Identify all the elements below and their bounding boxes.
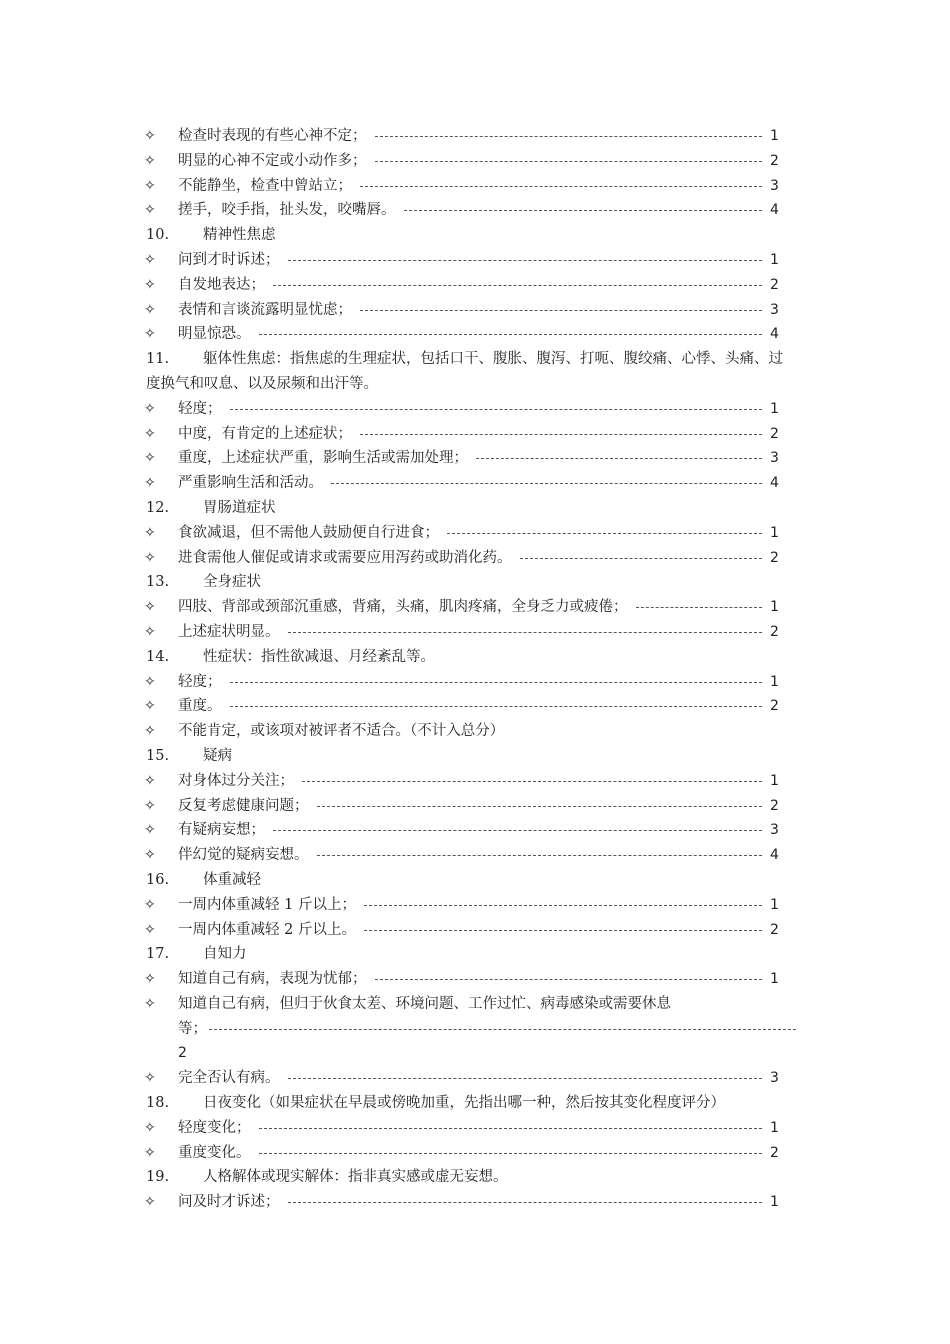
dash-leader <box>302 781 762 782</box>
dash-leader <box>317 806 763 807</box>
section-heading <box>0 744 950 769</box>
dash-leader <box>364 930 762 931</box>
option-score: 3 <box>770 301 779 318</box>
diamond-bullet-icon: ✧ <box>144 202 156 219</box>
dash-leader <box>288 260 763 261</box>
option-text: 四肢、背部或颈部沉重感，背痛，头痛，肌肉疼痛，全身乏力或疲倦； <box>178 599 628 616</box>
diamond-bullet-icon: ✧ <box>144 723 156 740</box>
option-line <box>0 471 950 496</box>
item-number: 15. <box>146 747 170 764</box>
section-heading <box>0 1165 950 1190</box>
dash-leader <box>259 334 763 335</box>
option-text-continued: 等； <box>178 1020 207 1037</box>
option-score: 2 <box>770 425 779 442</box>
option-line <box>0 1141 950 1166</box>
diamond-bullet-icon: ✧ <box>144 921 156 938</box>
diamond-bullet-icon: ✧ <box>144 797 156 814</box>
option-score: 1 <box>770 772 779 789</box>
option-text: 严重影响生活和活动。 <box>178 475 323 492</box>
dash-leader <box>288 1202 763 1203</box>
option-text: 明显的心神不定或小动作多； <box>178 152 367 169</box>
option-score: 2 <box>770 698 779 715</box>
diamond-bullet-icon: ✧ <box>144 177 156 194</box>
dash-leader <box>230 682 763 683</box>
option-line <box>0 719 950 744</box>
diamond-bullet-icon: ✧ <box>144 152 156 169</box>
option-line <box>0 1066 950 1091</box>
option-text: 知道自己有病，但归于伙食太差、环境问题、工作过忙、病毒感染或需要休息 <box>178 995 671 1012</box>
option-score: 4 <box>770 202 779 219</box>
option-line <box>0 149 950 174</box>
option-line <box>0 397 950 422</box>
dash-leader <box>273 830 762 831</box>
dash-leader <box>288 1078 763 1079</box>
option-text: 轻度变化； <box>178 1119 251 1136</box>
dash-leader <box>404 210 763 211</box>
option-score: 1 <box>770 1194 779 1211</box>
option-score: 1 <box>770 896 779 913</box>
option-line <box>0 769 950 794</box>
item-title: 体重减轻 <box>203 871 261 888</box>
option-text: 表情和言谈流露明显忧虑； <box>178 301 352 318</box>
diamond-bullet-icon: ✧ <box>144 326 156 343</box>
dash-leader <box>331 483 762 484</box>
option-line <box>0 174 950 199</box>
item-title: 全身症状 <box>203 574 261 591</box>
section-heading <box>0 1091 950 1116</box>
diamond-bullet-icon: ✧ <box>144 822 156 839</box>
diamond-bullet-icon: ✧ <box>144 599 156 616</box>
option-line <box>0 1190 950 1215</box>
option-text: 检查时表现的有些心神不定； <box>178 128 367 144</box>
option-score: 2 <box>770 623 779 640</box>
section-heading <box>0 868 950 893</box>
option-line <box>0 1116 950 1141</box>
dash-leader <box>476 458 762 459</box>
dash-leader <box>375 979 763 980</box>
item-number: 18. <box>146 1095 170 1112</box>
option-text: 问及时才诉述； <box>178 1194 280 1211</box>
dash-leader <box>259 1153 763 1154</box>
option-line <box>0 322 950 347</box>
option-score: 4 <box>770 847 779 864</box>
item-number: 10. <box>146 227 170 244</box>
diamond-bullet-icon: ✧ <box>144 896 156 913</box>
option-text: 自发地表达； <box>178 276 265 293</box>
diamond-bullet-icon: ✧ <box>144 524 156 541</box>
item-title: 性症状：指性欲减退、月经紊乱等。 <box>203 648 435 665</box>
item-number: 14. <box>146 648 170 665</box>
section-heading <box>0 347 950 372</box>
option-score: 2 <box>770 276 779 293</box>
dash-leader <box>360 310 762 311</box>
option-line <box>0 818 950 843</box>
dash-leader <box>364 905 762 906</box>
option-score: 2 <box>770 797 779 814</box>
option-score: 2 <box>178 1045 187 1062</box>
dash-leader <box>259 1128 763 1129</box>
option-score: 3 <box>770 822 779 839</box>
dash-leader <box>230 706 763 707</box>
diamond-bullet-icon: ✧ <box>144 847 156 864</box>
dash-leader <box>375 136 763 137</box>
dash-leader <box>360 186 762 187</box>
option-line <box>0 992 950 1017</box>
option-line <box>0 794 950 819</box>
dash-leader <box>317 855 763 856</box>
diamond-bullet-icon: ✧ <box>144 971 156 988</box>
option-text: 重度。 <box>178 698 222 715</box>
option-score: 4 <box>770 475 779 492</box>
option-score: 1 <box>770 1119 779 1136</box>
dash-leader <box>288 632 763 633</box>
option-text: 明显惊恐。 <box>178 326 251 343</box>
option-text: 不能静坐，检查中曾站立； <box>178 177 352 194</box>
dash-leader <box>209 1029 796 1030</box>
option-text: 问到才时诉述； <box>178 251 280 268</box>
dash-leader <box>360 434 762 435</box>
option-line <box>0 967 950 992</box>
option-line <box>0 521 950 546</box>
item-title: 自知力 <box>203 946 247 963</box>
option-score: 4 <box>770 326 779 343</box>
continuation-line <box>0 372 950 397</box>
diamond-bullet-icon: ✧ <box>144 623 156 640</box>
diamond-bullet-icon: ✧ <box>144 673 156 690</box>
option-line <box>0 620 950 645</box>
item-number: 17. <box>146 946 170 963</box>
option-text: 完全否认有病。 <box>178 1070 280 1087</box>
section-heading <box>0 942 950 967</box>
option-text: 知道自己有病，表现为忧郁； <box>178 971 367 988</box>
item-title: 精神性焦虑 <box>203 227 276 244</box>
diamond-bullet-icon: ✧ <box>144 475 156 492</box>
option-text: 反复考虑健康问题； <box>178 797 309 814</box>
diamond-bullet-icon: ✧ <box>144 698 156 715</box>
option-score: 1 <box>770 400 779 417</box>
option-line <box>0 198 950 223</box>
option-text: 一周内体重减轻 1 斤以上； <box>178 896 356 913</box>
option-text: 中度，有肯定的上述症状； <box>178 425 352 442</box>
item-title: 人格解体或现实解体：指非真实感或虚无妄想。 <box>203 1169 508 1186</box>
item-number: 16. <box>146 871 170 888</box>
option-score: 1 <box>770 599 779 616</box>
item-number: 12. <box>146 499 170 516</box>
option-line <box>0 248 950 273</box>
section-heading <box>0 645 950 670</box>
diamond-bullet-icon: ✧ <box>144 772 156 789</box>
continuation-line <box>0 1041 950 1066</box>
item-title: 日夜变化（如果症状在早晨或傍晚加重，先指出哪一种，然后按其变化程度评分） <box>203 1095 725 1112</box>
item-title: 躯体性焦虑：指焦虑的生理症状，包括口干、腹胀、腹泻、打呃、腹绞痛、心悸、头痛、过 <box>203 351 783 368</box>
diamond-bullet-icon: ✧ <box>144 276 156 293</box>
option-score: 3 <box>770 177 779 194</box>
option-line <box>0 670 950 695</box>
option-line <box>0 124 950 149</box>
diamond-bullet-icon: ✧ <box>144 1194 156 1211</box>
item-number: 11. <box>146 351 170 368</box>
scale-item-list <box>0 124 950 1215</box>
option-text: 有疑病妄想； <box>178 822 265 839</box>
item-title: 胃肠道症状 <box>203 499 276 516</box>
diamond-bullet-icon: ✧ <box>144 301 156 318</box>
option-line <box>0 546 950 571</box>
diamond-bullet-icon: ✧ <box>144 995 156 1012</box>
dash-leader <box>520 558 763 559</box>
option-score: 1 <box>770 251 779 268</box>
dash-leader <box>230 409 763 410</box>
dash-leader <box>273 285 762 286</box>
diamond-bullet-icon: ✧ <box>144 128 156 144</box>
diamond-bullet-icon: ✧ <box>144 1070 156 1087</box>
option-score: 1 <box>770 128 779 144</box>
option-score: 1 <box>770 524 779 541</box>
option-text: 不能肯定，或该项对被评者不适合。（不计入总分） <box>178 723 505 740</box>
option-score: 3 <box>770 1070 779 1087</box>
option-score: 2 <box>770 921 779 938</box>
section-heading <box>0 496 950 521</box>
option-text: 一周内体重减轻 2 斤以上。 <box>178 921 356 938</box>
option-text: 搓手，咬手指，扯头发，咬嘴唇。 <box>178 202 396 219</box>
item-number: 13. <box>146 574 170 591</box>
option-line <box>0 595 950 620</box>
option-text: 重度变化。 <box>178 1144 251 1161</box>
dash-leader <box>375 161 763 162</box>
dash-leader <box>636 607 763 608</box>
diamond-bullet-icon: ✧ <box>144 1119 156 1136</box>
option-score: 1 <box>770 971 779 988</box>
option-line <box>0 273 950 298</box>
option-text: 伴幻觉的疑病妄想。 <box>178 847 309 864</box>
item-number: 19. <box>146 1169 170 1186</box>
diamond-bullet-icon: ✧ <box>144 1144 156 1161</box>
option-score: 1 <box>770 673 779 690</box>
option-text: 重度，上述症状严重，影响生活或需加处理； <box>178 450 468 467</box>
option-text: 轻度； <box>178 400 222 417</box>
dash-leader <box>447 533 762 534</box>
item-title: 疑病 <box>203 747 232 764</box>
diamond-bullet-icon: ✧ <box>144 251 156 268</box>
option-score: 3 <box>770 450 779 467</box>
diamond-bullet-icon: ✧ <box>144 400 156 417</box>
option-text: 进食需他人催促或请求或需要应用泻药或助消化药。 <box>178 549 512 566</box>
continuation-line <box>0 1017 950 1042</box>
section-heading <box>0 570 950 595</box>
option-line <box>0 918 950 943</box>
diamond-bullet-icon: ✧ <box>144 450 156 467</box>
section-heading <box>0 223 950 248</box>
option-text: 食欲减退，但不需他人鼓励便自行进食； <box>178 524 439 541</box>
option-score: 2 <box>770 549 779 566</box>
option-line <box>0 694 950 719</box>
option-score: 2 <box>770 152 779 169</box>
option-line <box>0 446 950 471</box>
option-line <box>0 422 950 447</box>
diamond-bullet-icon: ✧ <box>144 425 156 442</box>
option-line <box>0 893 950 918</box>
option-score: 2 <box>770 1144 779 1161</box>
option-line <box>0 298 950 323</box>
item-title-continued: 度换气和叹息、以及尿频和出汗等。 <box>146 375 378 392</box>
option-text: 对身体过分关注； <box>178 772 294 789</box>
option-text: 轻度； <box>178 673 222 690</box>
diamond-bullet-icon: ✧ <box>144 549 156 566</box>
option-text: 上述症状明显。 <box>178 623 280 640</box>
option-line <box>0 843 950 868</box>
